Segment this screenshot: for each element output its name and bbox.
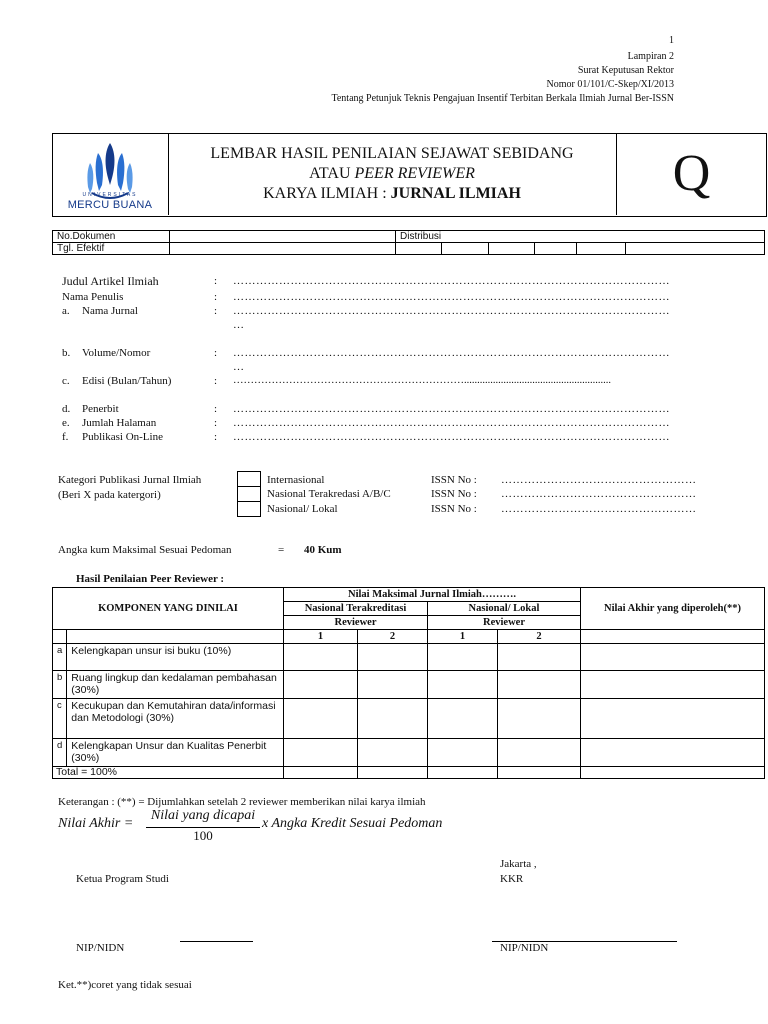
score-cell[interactable] [498, 767, 581, 779]
surat-line: Surat Keputusan Rektor [577, 65, 674, 76]
field-input-jumlah-halaman[interactable]: …………………………………………………………………………………………………… [233, 417, 670, 429]
score-cell[interactable] [284, 671, 358, 699]
reviewer-1-header: 1 [428, 630, 498, 644]
final-score-cell[interactable] [581, 671, 765, 699]
table-row [53, 644, 765, 671]
checkbox-internasional[interactable] [237, 471, 261, 487]
colon: : [214, 417, 218, 429]
title-line-2: ATAU PEER REVIEWER [309, 165, 475, 182]
row-letter: b [53, 671, 67, 699]
score-cell[interactable] [284, 644, 358, 671]
assessment-table [52, 587, 765, 779]
issn-input-internasional[interactable]: …………………………………………… [501, 474, 697, 486]
field-prefix: d. [62, 403, 71, 415]
logo-cell [52, 133, 169, 215]
tgl-efektif-label: Tgl. Efektif [53, 243, 170, 255]
nomor-line: Nomor 01/101/C-Skep/XI/2013 [546, 79, 674, 90]
issn-label: ISSN No : [431, 488, 477, 500]
score-cell[interactable] [284, 699, 358, 739]
score-cell[interactable] [358, 767, 428, 779]
field-input-penerbit[interactable]: …………………………………………………………………………………………………… [233, 403, 670, 415]
score-cell[interactable] [358, 739, 428, 767]
reviewer-2-header: 2 [358, 630, 428, 644]
row-letter: d [53, 739, 67, 767]
reviewer-header: Reviewer [428, 616, 581, 630]
keterangan-note: Keterangan : (**) = Dijumlahkan setelah 2 reviewer memberikan nilai karya ilmiah [58, 796, 426, 808]
no-dokumen-value[interactable] [170, 231, 396, 243]
score-cell[interactable] [358, 644, 428, 671]
reviewer-2-header: 2 [498, 630, 581, 644]
colon: : [214, 275, 218, 287]
checkbox-nasional-lokal[interactable] [237, 501, 261, 517]
footnote: Ket.**)coret yang tidak sesuai [58, 979, 192, 991]
angka-kum-value: 40 Kum [304, 544, 342, 556]
field-prefix: a. [62, 305, 70, 317]
field-label-nama-penulis: Nama Penulis [62, 291, 124, 303]
field-label-volume: Volume/Nomor [82, 347, 151, 359]
kategori-hint: (Beri X pada katergori) [58, 489, 161, 501]
row-letter: a [53, 644, 67, 671]
lampiran-line: Lampiran 2 [627, 51, 674, 62]
field-prefix: f. [62, 431, 69, 443]
signature-left-role: Ketua Program Studi [76, 873, 169, 885]
distribusi-cell[interactable] [396, 243, 442, 255]
table-row [53, 699, 765, 739]
field-continuation: … [233, 319, 244, 331]
nilai-maks-header: Nilai Maksimal Jurnal Ilmiah………. [284, 588, 581, 602]
title-line-1: LEMBAR HASIL PENILAIAN SEJAWAT SEBIDANG [210, 145, 574, 162]
score-cell[interactable] [284, 739, 358, 767]
table-row [53, 739, 765, 767]
score-cell[interactable] [428, 739, 498, 767]
signature-line-left [180, 941, 253, 942]
form-code: Q [672, 145, 711, 202]
row-letter: c [53, 699, 67, 739]
final-score-cell[interactable] [581, 699, 765, 739]
reviewer-header: Reviewer [284, 616, 428, 630]
score-cell[interactable] [358, 699, 428, 739]
tgl-efektif-value[interactable] [170, 243, 396, 255]
field-prefix: e. [62, 417, 70, 429]
colon: : [214, 347, 218, 359]
field-label-nama-jurnal: Nama Jurnal [82, 305, 138, 317]
field-label-judul: Judul Artikel Ilmiah [62, 274, 159, 288]
score-cell[interactable] [428, 644, 498, 671]
field-label-penerbit: Penerbit [82, 403, 119, 415]
option-label-internasional: Internasional [267, 474, 325, 486]
no-dokumen-label: No.Dokumen [53, 231, 170, 243]
field-input-nama-jurnal[interactable]: …………………………………………………………………………………………………… [233, 305, 670, 317]
score-cell[interactable] [498, 644, 581, 671]
title-line-3: KARYA ILMIAH : JURNAL ILMIAH [263, 185, 521, 202]
field-input-edisi[interactable]: …………………………………………………………........................................................ [233, 375, 611, 386]
option-label-nasional-lokal: Nasional/ Lokal [267, 503, 338, 515]
table-row [53, 671, 765, 699]
score-cell[interactable] [498, 671, 581, 699]
colon: : [214, 375, 218, 387]
field-input-judul[interactable]: …………………………………………………………………………………………………… [233, 275, 670, 287]
checkbox-nasional-terakreditasi[interactable] [237, 486, 261, 502]
final-score-cell[interactable] [581, 739, 765, 767]
field-input-nama-penulis[interactable]: …………………………………………………………………………………………………… [233, 291, 670, 303]
final-score-cell[interactable] [581, 767, 765, 779]
distribusi-cell[interactable] [626, 243, 765, 255]
score-cell[interactable] [284, 767, 358, 779]
formula-lhs: Nilai Akhir = [58, 816, 134, 831]
score-cell[interactable] [498, 699, 581, 739]
row-component: Kelengkapan Unsur dan Kualitas Penerbit (30%) [67, 739, 284, 767]
issn-label: ISSN No : [431, 503, 477, 515]
page-number: 1 [669, 35, 674, 46]
nip-right: NIP/NIDN [500, 942, 549, 954]
angka-kum-equals: = [278, 544, 285, 556]
issn-label: ISSN No : [431, 474, 477, 486]
colon: : [214, 431, 218, 443]
row-component: Ruang lingkup dan kedalaman pembahasan (30%) [67, 671, 284, 699]
nip-left: NIP/NIDN [76, 942, 125, 954]
tentang-line: Tentang Petunjuk Teknis Pengajuan Insentif Terbitan Berkala Ilmiah Jurnal Ber-ISSN [331, 93, 674, 104]
score-cell[interactable] [498, 739, 581, 767]
distribusi-cell[interactable] [535, 243, 577, 255]
signature-right-role: KKR [500, 873, 524, 885]
formula-denominator: 100 [193, 828, 213, 843]
field-label-jumlah-halaman: Jumlah Halaman [82, 417, 157, 429]
colon: : [214, 305, 218, 317]
colon: : [214, 403, 218, 415]
formula-numerator: Nilai yang dicapai [150, 808, 256, 823]
issn-input-nasional-lokal[interactable]: …………………………………………… [501, 503, 697, 515]
row-component: Kelengkapan unsur isi buku (10%) [67, 644, 284, 671]
total-label: Total = 100% [53, 767, 284, 779]
form-code-cell [616, 133, 766, 215]
distribusi-cell[interactable] [577, 243, 626, 255]
field-label-edisi: Edisi (Bulan/Tahun) [82, 375, 172, 387]
nilai-akhir-header: Nilai Akhir yang diperoleh(**) [581, 588, 765, 630]
row-component: Kecukupan dan Kemutahiran data/informasi dan Metodologi (30%) [67, 699, 284, 739]
angka-kum-label: Angka kum Maksimal Sesuai Pedoman [58, 544, 232, 556]
score-cell[interactable] [358, 671, 428, 699]
signature-city: Jakarta , [500, 858, 537, 870]
nasional-terakreditasi-header: Nasional Terakreditasi [284, 602, 428, 616]
issn-input-nasional-terakreditasi[interactable]: …………………………………………… [501, 488, 697, 500]
field-prefix: b. [62, 347, 71, 359]
distribusi-cell[interactable] [442, 243, 489, 255]
field-prefix: c. [62, 375, 70, 387]
final-score-cell[interactable] [581, 644, 765, 671]
colon: : [214, 291, 218, 303]
field-input-publikasi-online[interactable]: …………………………………………………………………………………………………… [233, 431, 670, 443]
field-input-volume[interactable]: …………………………………………………………………………………………………… [233, 347, 670, 359]
distribusi-label: Distribusi [396, 231, 765, 243]
field-label-publikasi-online: Publikasi On-Line [82, 431, 163, 443]
option-label-nasional-terakreditasi: Nasional Terakredasi A/B/C [267, 488, 391, 500]
logo-name-text: MERCU BUANA [67, 199, 153, 211]
score-cell[interactable] [428, 767, 498, 779]
total-row [53, 767, 765, 779]
distribusi-cell[interactable] [489, 243, 535, 255]
score-cell[interactable] [428, 699, 498, 739]
logo-university-text: UNIVERSITAS [82, 192, 138, 198]
score-cell[interactable] [428, 671, 498, 699]
doc-info-table [52, 230, 765, 255]
field-continuation: … [233, 361, 244, 373]
komponen-header: KOMPONEN YANG DINILAI [53, 588, 284, 630]
reviewer-1-header: 1 [284, 630, 358, 644]
hasil-penilaian-title: Hasil Penilaian Peer Reviewer : [76, 573, 225, 585]
formula-rhs: x Angka Kredit Sesuai Pedoman [262, 816, 443, 831]
kategori-label: Kategori Publikasi Jurnal Ilmiah [58, 474, 202, 486]
nasional-lokal-header: Nasional/ Lokal [428, 602, 581, 616]
